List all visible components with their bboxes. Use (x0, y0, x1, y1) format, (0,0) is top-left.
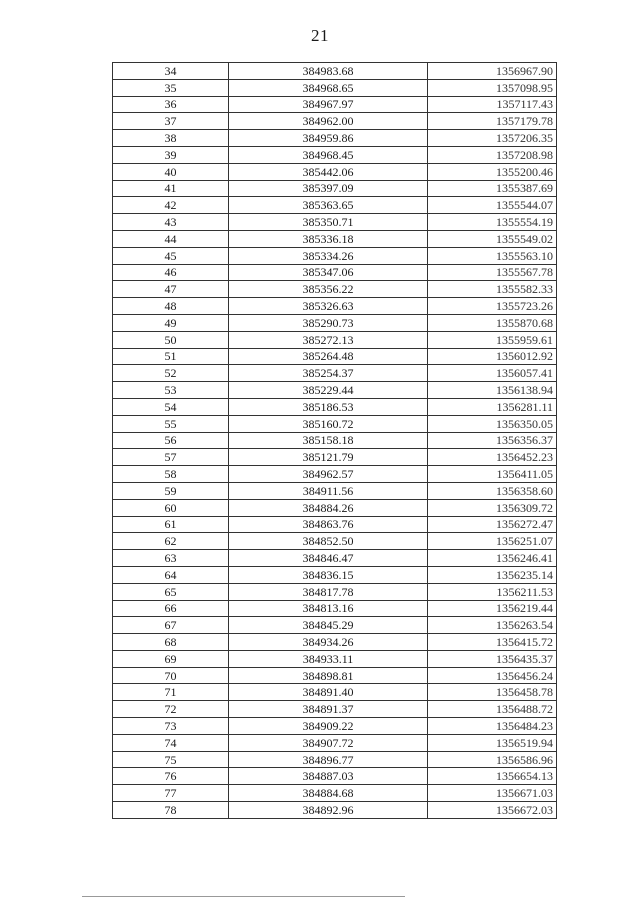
y-coordinate-cell: 1356654.13 (428, 768, 557, 785)
point-number-cell: 73 (113, 718, 229, 735)
table-row (113, 314, 557, 331)
x-coordinate-cell: 385334.26 (229, 247, 428, 264)
table-row (113, 163, 557, 180)
table-row (113, 331, 557, 348)
point-number-cell: 48 (113, 298, 229, 315)
table-row (113, 382, 557, 399)
point-number-cell: 41 (113, 180, 229, 197)
x-coordinate-cell: 384891.37 (229, 701, 428, 718)
point-number-cell: 59 (113, 482, 229, 499)
table-row (113, 79, 557, 96)
x-coordinate-cell: 384911.56 (229, 482, 428, 499)
table-row (113, 264, 557, 281)
x-coordinate-cell: 384845.29 (229, 617, 428, 634)
point-number-cell: 35 (113, 79, 229, 96)
y-coordinate-cell: 1356488.72 (428, 701, 557, 718)
y-coordinate-cell: 1355549.02 (428, 230, 557, 247)
x-coordinate-cell: 385326.63 (229, 298, 428, 315)
point-number-cell: 39 (113, 146, 229, 163)
y-coordinate-cell: 1357179.78 (428, 113, 557, 130)
point-number-cell: 36 (113, 96, 229, 113)
point-number-cell: 34 (113, 63, 229, 80)
table-row (113, 634, 557, 651)
x-coordinate-cell: 384933.11 (229, 650, 428, 667)
point-number-cell: 50 (113, 331, 229, 348)
table-row (113, 751, 557, 768)
page-number: 21 (311, 26, 329, 45)
x-coordinate-cell: 384967.97 (229, 96, 428, 113)
x-coordinate-cell: 384962.00 (229, 113, 428, 130)
bottom-rule (82, 896, 405, 897)
x-coordinate-cell: 384907.72 (229, 734, 428, 751)
point-number-cell: 47 (113, 281, 229, 298)
y-coordinate-cell: 1355582.33 (428, 281, 557, 298)
point-number-cell: 54 (113, 398, 229, 415)
point-number-cell: 63 (113, 550, 229, 567)
y-coordinate-cell: 1356484.23 (428, 718, 557, 735)
table-row (113, 482, 557, 499)
point-number-cell: 52 (113, 365, 229, 382)
x-coordinate-cell: 385186.53 (229, 398, 428, 415)
point-number-cell: 60 (113, 499, 229, 516)
y-coordinate-cell: 1356281.11 (428, 398, 557, 415)
coordinate-table-body (113, 63, 557, 819)
x-coordinate-cell: 385272.13 (229, 331, 428, 348)
coordinate-table (112, 62, 557, 819)
x-coordinate-cell: 384983.68 (229, 63, 428, 80)
y-coordinate-cell: 1356012.92 (428, 348, 557, 365)
point-number-cell: 70 (113, 667, 229, 684)
x-coordinate-cell: 384968.65 (229, 79, 428, 96)
x-coordinate-cell: 384863.76 (229, 516, 428, 533)
y-coordinate-cell: 1355554.19 (428, 214, 557, 231)
y-coordinate-cell: 1356235.14 (428, 566, 557, 583)
point-number-cell: 71 (113, 684, 229, 701)
x-coordinate-cell: 384962.57 (229, 466, 428, 483)
y-coordinate-cell: 1356263.54 (428, 617, 557, 634)
point-number-cell: 58 (113, 466, 229, 483)
point-number-cell: 56 (113, 432, 229, 449)
x-coordinate-cell: 385397.09 (229, 180, 428, 197)
y-coordinate-cell: 1356350.05 (428, 415, 557, 432)
y-coordinate-cell: 1356309.72 (428, 499, 557, 516)
y-coordinate-cell: 1355200.46 (428, 163, 557, 180)
x-coordinate-cell: 384813.16 (229, 600, 428, 617)
x-coordinate-cell: 384891.40 (229, 684, 428, 701)
y-coordinate-cell: 1356211.53 (428, 583, 557, 600)
y-coordinate-cell: 1356458.78 (428, 684, 557, 701)
table-row (113, 667, 557, 684)
x-coordinate-cell: 384817.78 (229, 583, 428, 600)
x-coordinate-cell: 384959.86 (229, 130, 428, 147)
y-coordinate-cell: 1357117.43 (428, 96, 557, 113)
table-row (113, 734, 557, 751)
y-coordinate-cell: 1356415.72 (428, 634, 557, 651)
x-coordinate-cell: 384836.15 (229, 566, 428, 583)
table-row (113, 718, 557, 735)
x-coordinate-cell: 385336.18 (229, 230, 428, 247)
x-coordinate-cell: 384892.96 (229, 802, 428, 819)
point-number-cell: 61 (113, 516, 229, 533)
x-coordinate-cell: 385442.06 (229, 163, 428, 180)
table-row (113, 180, 557, 197)
point-number-cell: 75 (113, 751, 229, 768)
point-number-cell: 38 (113, 130, 229, 147)
table-row (113, 466, 557, 483)
x-coordinate-cell: 385121.79 (229, 449, 428, 466)
x-coordinate-cell: 385158.18 (229, 432, 428, 449)
y-coordinate-cell: 1356435.37 (428, 650, 557, 667)
point-number-cell: 40 (113, 163, 229, 180)
x-coordinate-cell: 384968.45 (229, 146, 428, 163)
table-row (113, 398, 557, 415)
y-coordinate-cell: 1356411.05 (428, 466, 557, 483)
y-coordinate-cell: 1355959.61 (428, 331, 557, 348)
point-number-cell: 57 (113, 449, 229, 466)
table-row (113, 432, 557, 449)
point-number-cell: 43 (113, 214, 229, 231)
table-row (113, 533, 557, 550)
y-coordinate-cell: 1356138.94 (428, 382, 557, 399)
table-row (113, 516, 557, 533)
table-row (113, 802, 557, 819)
x-coordinate-cell: 384909.22 (229, 718, 428, 735)
x-coordinate-cell: 384884.26 (229, 499, 428, 516)
x-coordinate-cell: 384887.03 (229, 768, 428, 785)
x-coordinate-cell: 384846.47 (229, 550, 428, 567)
table-row (113, 281, 557, 298)
table-row (113, 600, 557, 617)
point-number-cell: 78 (113, 802, 229, 819)
table-row (113, 247, 557, 264)
table-row (113, 298, 557, 315)
point-number-cell: 45 (113, 247, 229, 264)
table-row (113, 63, 557, 80)
y-coordinate-cell: 1357098.95 (428, 79, 557, 96)
point-number-cell: 67 (113, 617, 229, 634)
table-row (113, 146, 557, 163)
x-coordinate-cell: 385347.06 (229, 264, 428, 281)
y-coordinate-cell: 1355544.07 (428, 197, 557, 214)
x-coordinate-cell: 385356.22 (229, 281, 428, 298)
y-coordinate-cell: 1356586.96 (428, 751, 557, 768)
y-coordinate-cell: 1356251.07 (428, 533, 557, 550)
y-coordinate-cell: 1357208.98 (428, 146, 557, 163)
point-number-cell: 42 (113, 197, 229, 214)
table-row (113, 197, 557, 214)
y-coordinate-cell: 1356967.90 (428, 63, 557, 80)
point-number-cell: 37 (113, 113, 229, 130)
y-coordinate-cell: 1356356.37 (428, 432, 557, 449)
table-row (113, 113, 557, 130)
table-row (113, 214, 557, 231)
x-coordinate-cell: 384896.77 (229, 751, 428, 768)
point-number-cell: 77 (113, 785, 229, 802)
x-coordinate-cell: 384852.50 (229, 533, 428, 550)
table-row (113, 583, 557, 600)
y-coordinate-cell: 1356456.24 (428, 667, 557, 684)
table-row (113, 768, 557, 785)
table-row (113, 449, 557, 466)
point-number-cell: 64 (113, 566, 229, 583)
y-coordinate-cell: 1355387.69 (428, 180, 557, 197)
x-coordinate-cell: 385229.44 (229, 382, 428, 399)
y-coordinate-cell: 1356057.41 (428, 365, 557, 382)
point-number-cell: 65 (113, 583, 229, 600)
point-number-cell: 51 (113, 348, 229, 365)
y-coordinate-cell: 1356671.03 (428, 785, 557, 802)
table-row (113, 130, 557, 147)
table-row (113, 415, 557, 432)
table-row (113, 550, 557, 567)
x-coordinate-cell: 385290.73 (229, 314, 428, 331)
y-coordinate-cell: 1356519.94 (428, 734, 557, 751)
point-number-cell: 66 (113, 600, 229, 617)
table-row (113, 96, 557, 113)
point-number-cell: 44 (113, 230, 229, 247)
x-coordinate-cell: 385264.48 (229, 348, 428, 365)
table-row (113, 365, 557, 382)
x-coordinate-cell: 385363.65 (229, 197, 428, 214)
x-coordinate-cell: 384884.68 (229, 785, 428, 802)
x-coordinate-cell: 384934.26 (229, 634, 428, 651)
table-row (113, 701, 557, 718)
x-coordinate-cell: 385160.72 (229, 415, 428, 432)
point-number-cell: 72 (113, 701, 229, 718)
point-number-cell: 55 (113, 415, 229, 432)
x-coordinate-cell: 385254.37 (229, 365, 428, 382)
y-coordinate-cell: 1356219.44 (428, 600, 557, 617)
x-coordinate-cell: 385350.71 (229, 214, 428, 231)
y-coordinate-cell: 1357206.35 (428, 130, 557, 147)
table-row (113, 348, 557, 365)
table-row (113, 566, 557, 583)
table-row (113, 684, 557, 701)
point-number-cell: 74 (113, 734, 229, 751)
y-coordinate-cell: 1356672.03 (428, 802, 557, 819)
table-row (113, 499, 557, 516)
point-number-cell: 62 (113, 533, 229, 550)
y-coordinate-cell: 1356452.23 (428, 449, 557, 466)
point-number-cell: 68 (113, 634, 229, 651)
point-number-cell: 76 (113, 768, 229, 785)
x-coordinate-cell: 384898.81 (229, 667, 428, 684)
y-coordinate-cell: 1355567.78 (428, 264, 557, 281)
table-row (113, 617, 557, 634)
point-number-cell: 53 (113, 382, 229, 399)
y-coordinate-cell: 1355723.26 (428, 298, 557, 315)
table-row (113, 650, 557, 667)
y-coordinate-cell: 1355563.10 (428, 247, 557, 264)
table-row (113, 230, 557, 247)
y-coordinate-cell: 1356246.41 (428, 550, 557, 567)
y-coordinate-cell: 1356358.60 (428, 482, 557, 499)
y-coordinate-cell: 1355870.68 (428, 314, 557, 331)
point-number-cell: 69 (113, 650, 229, 667)
point-number-cell: 49 (113, 314, 229, 331)
point-number-cell: 46 (113, 264, 229, 281)
y-coordinate-cell: 1356272.47 (428, 516, 557, 533)
table-row (113, 785, 557, 802)
